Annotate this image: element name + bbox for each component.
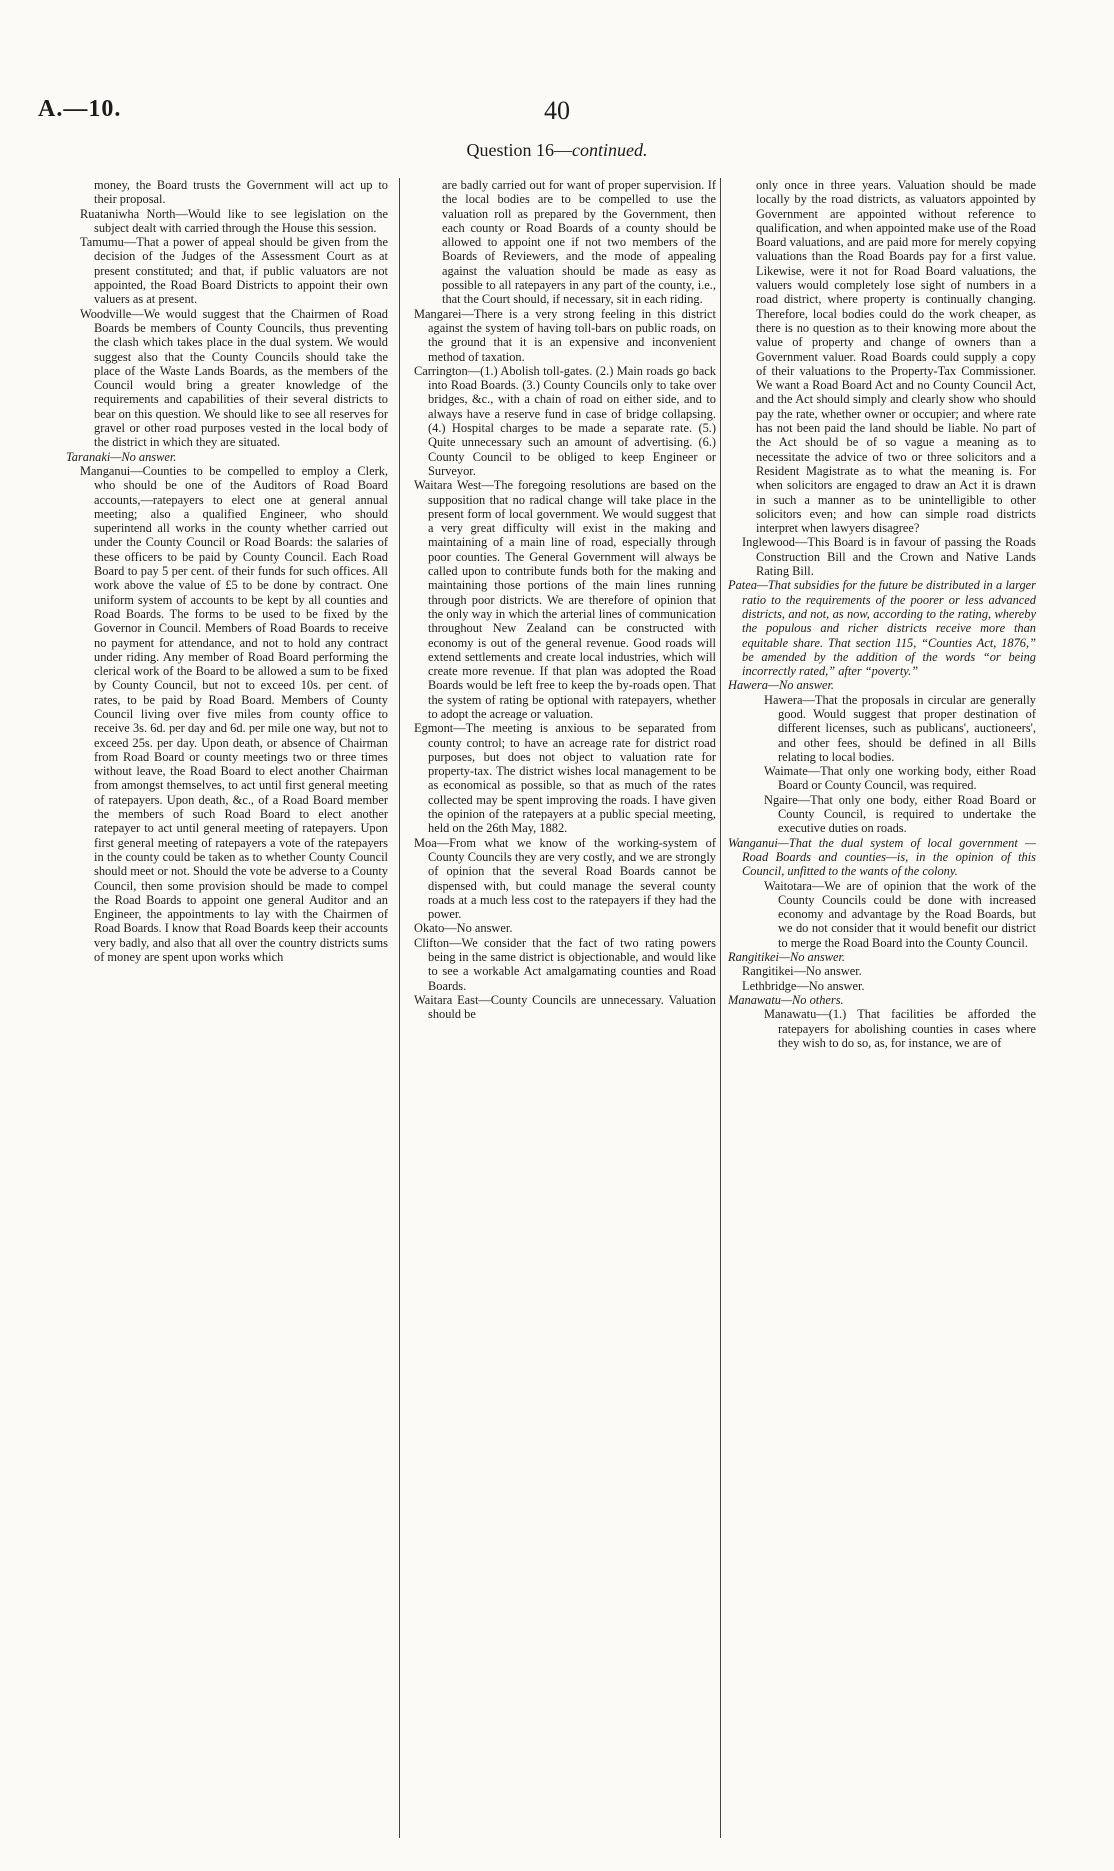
paragraph: Moa—From what we know of the working-system of County Councils they are very costly, and we are strongly of opinion that the several Road Boards cannot be dispensed with, but could manage the several county roads at a much less cost to the ratepayers if they had the power. <box>414 835 716 922</box>
paragraph: Tamumu—That a power of appeal should be given from the decision of the Judges of the Assessment Court as at present constituted; and that, if public valuators are not appointed, the Road Board Districts to appoint their own valuers as at present. <box>80 235 388 307</box>
district-heading: Manawatu—No others. <box>728 992 844 1007</box>
paragraph: Ruataniwha North—Would like to see legislation on the subject dealt with carried through the House this session. <box>80 206 388 235</box>
district-heading: Hawera—No answer. <box>728 678 835 693</box>
question-continued: continued. <box>572 140 648 160</box>
paragraph: Egmont—The meeting is anxious to be separated from county control; to have an acreage rate for district road purposes, but does not object to valuation rate for property-tax. The district wishes local management to be as economical as possible, so that as much of the rates collected may be spent improving the roads. I have given the opinion of the ratepayers at a public special meeting, held on the 26th May, 1882. <box>414 721 716 836</box>
column-right <box>728 178 1036 1841</box>
paragraph: Clifton—We consider that the fact of two rating powers being in the same district is objectionable, and would like to see a workable Act amalgamating counties and Road Boards. <box>414 935 716 993</box>
page-number: 40 <box>544 96 570 125</box>
paragraph: Waitotara—We are of opinion that the work of the County Councils could be done with increased economy and advantage by the Road Boards, but we do not consider that it would benefit our district to merge the Road Board into the County Council. <box>764 878 1036 950</box>
paragraph: Manganui—Counties to be compelled to employ a Clerk, who should be one of the Auditors of Road Board accounts,—ratepayers to elect one at general annual meeting; also a qualified Engineer, who should superintend all works in the county whether carried out under the County Council or Road Boards: the salaries of these officers to be paid by County Council. Each Road Board to pay 5 per cent. of their funds for such offices. All work above the value of £5 to be done by contract. One uniform system of accounts to be kept by all counties and Road Boards. The forms to be used to be fixed by the Governor in Council. Members of Road Boards to receive no payment for attendance, and not to hold any contract under riding. Any member of Road Board performing the clerical work of the Board to be allowed a sum to be fixed by County Council, but not to exceed 10s. per cent. of rates, to be paid by Road Board. Members of County Council living over five miles from county office to receive 3s. 6d. per day and 6d. per mile one way, but not to exceed 25s. per day. Upon death, or absence of Chairman from Road Board or county meetings two or three times without leave, the Road Board to elect another Chairman from amongst themselves, to act until first general meeting of ratepayers. Upon death, &c., of a Road Board member the members of such Road Board to elect another ratepayer to act until general meeting of ratepayers. Upon first general meeting of ratepayers a vote of the ratepayers in the county could be taken as to whether County Council should meet or not. Should the vote be adverse to a County Council, then some provision should be made to compel the Road Boards to appoint one general Auditor and an Engineer, the appointments to lay with the Chairmen of Road Boards. I know that Road Boards keep their accounts very badly, and also that all over the country districts sums of money are spent upon works which <box>80 463 388 965</box>
paragraph: only once in three years. Valuation should be made locally by the road districts, as valuators appointed by Government are appointed without reference to qualification, and when appointed make use of the Road Board valuations, and are paid more for merely copying valuations than the Road Boards pay for a first value. Likewise, were it not for Road Board valuations, the valuers would completely lose sight of numbers in a road district, where property is continually changing. Therefore, local bodies could do the work cheaper, as there is no question as to their knowing more about the value of property and change of owners than a Government valuer. Road Boards could supply a copy of their valuations to the Property-Tax Commissioner. We want a Road Board Act and no County Council Act, and the Act should simply and clearly show who should pay the rate, whether owner or occupier; and where rate has not been paid the land should be liable. No part of the Act should be of so vague a meaning as to necessitate the advice of two or three solicitors and a Resident Magistrate as to what the meaning is. For when solicitors are engaged to draw an Act it is drawn in such a manner as to be unintelligible to other solicitors even; and how can simple road districts interpret when lawyers disagree? <box>756 178 1036 536</box>
column-left <box>66 178 388 1841</box>
question-label: Question 16— <box>466 140 572 160</box>
paragraph: Waitara East—County Councils are unnecessary. Valuation should be <box>414 992 716 1022</box>
paragraph: Inglewood—This Board is in favour of passing the Roads Construction Bill and the Crown and Native Lands Rating Bill. <box>742 535 1036 579</box>
paragraph: Okato—No answer. <box>414 921 513 936</box>
report-reference: A.—10. <box>38 96 122 122</box>
paragraph: money, the Board trusts the Government will act up to their proposal. <box>94 178 388 207</box>
paragraph: Hawera—That the proposals in circular are generally good. Would suggest that proper destination of different licenses, such as publicans', auctioneers', and other fees, should be defined in all Bills relating to local bodies. <box>764 692 1036 764</box>
paragraph: Woodville—We would suggest that the Chairmen of Road Boards be members of County Councils, thus preventing the clash which takes place in the dual system. We would suggest also that the County Councils should take the place of the Waste Lands Boards, as the members of the Council would bring a greater knowledge of the requirements and capabilities of their several districts to bear on this question. We should like to see all reserves for gravel or other road purposes vested in the local body of the district in which they are situated. <box>80 306 388 450</box>
paragraph: Manawatu—(1.) That facilities be afforded the ratepayers for abolishing counties in cases where they wish to do so, as, for instance, we are of <box>764 1007 1036 1050</box>
column-divider <box>399 178 400 1838</box>
paragraph: Carrington—(1.) Abolish toll-gates. (2.) Main roads go back into Road Boards. (3.) County Councils only to take over bridges, &c., with a chain of road on either side, and to always have a reserve fund in case of bridge collapsing. (4.) Hospital charges to be made a separate rate. (5.) Quite unnecessary such an amount of advertising. (6.) County Council to be obliged to keep Engineer or Surveyor. <box>414 363 716 478</box>
paragraph: Waitara West—The foregoing resolutions are based on the supposition that no radical change will take place in the present form of local government. We would suggest that a very great difficulty will exist in the making and maintaining of a main line of road, especially through poor counties. The General Government will always be called upon to contribute funds both for the making and maintaining those portions of the main lines running through poor districts. We are therefore of opinion that the only way in which the arterial lines of communication throughout New Zealand can be constructed with economy is out of the general revenue. Good roads will extend settlements and create local industries, which will create more revenue. If that plan was adopted the Road Boards would be left free to keep the by-roads open. That the system of rating be optional with ratepayers, whether to adopt the acreage or valuation. <box>414 478 716 721</box>
section-heading <box>0 140 1114 161</box>
district-heading: Wanganui—That the dual system of local government — Road Boards and counties—is, in the opinion of this Council, unfitted to the wants of the colony. <box>728 835 1036 879</box>
column-divider <box>720 178 721 1838</box>
paragraph: Rangitikei—No answer. <box>742 964 862 979</box>
district-heading: Rangitikei—No answer. <box>728 950 846 965</box>
district-heading: Patea—That subsidies for the future be distributed in a larger ratio to the requirements of the poorer or less advanced districts, and not, as now, according to the rating, whereby the populous and richer districts receive more than equitable share. That section 115, “Counties Act, 1876,” be amended by the addition of the words “or being incorrectly rated,” after “poverty.” <box>728 578 1036 679</box>
paragraph: Mangarei—There is a very strong feeling in this district against the system of having toll-bars on public roads, on the ground that it is an expensive and inconvenient method of taxation. <box>414 306 716 364</box>
paragraph: Ngaire—That only one body, either Road Board or County Council, is required to undertake the executive duties on roads. <box>764 792 1036 836</box>
district-heading: Taranaki—No answer. <box>66 449 177 464</box>
paragraph: are badly carried out for want of proper supervision. If the local bodies are to be compelled to use the valuation roll as prepared by the Government, then each county or Road Boards of a county should be allowed to appoint one if not two members of the Boards of Reviewers, and the mode of appealing against the valuation should be made as easy as possible to all ratepayers in any part of the county, i.e., that the Court should, if necessary, sit in each riding. <box>442 178 716 307</box>
paragraph: Lethbridge—No answer. <box>742 978 865 993</box>
column-middle <box>414 178 716 1841</box>
paragraph: Waimate—That only one working body, either Road Board or County Council, was required. <box>764 764 1036 793</box>
